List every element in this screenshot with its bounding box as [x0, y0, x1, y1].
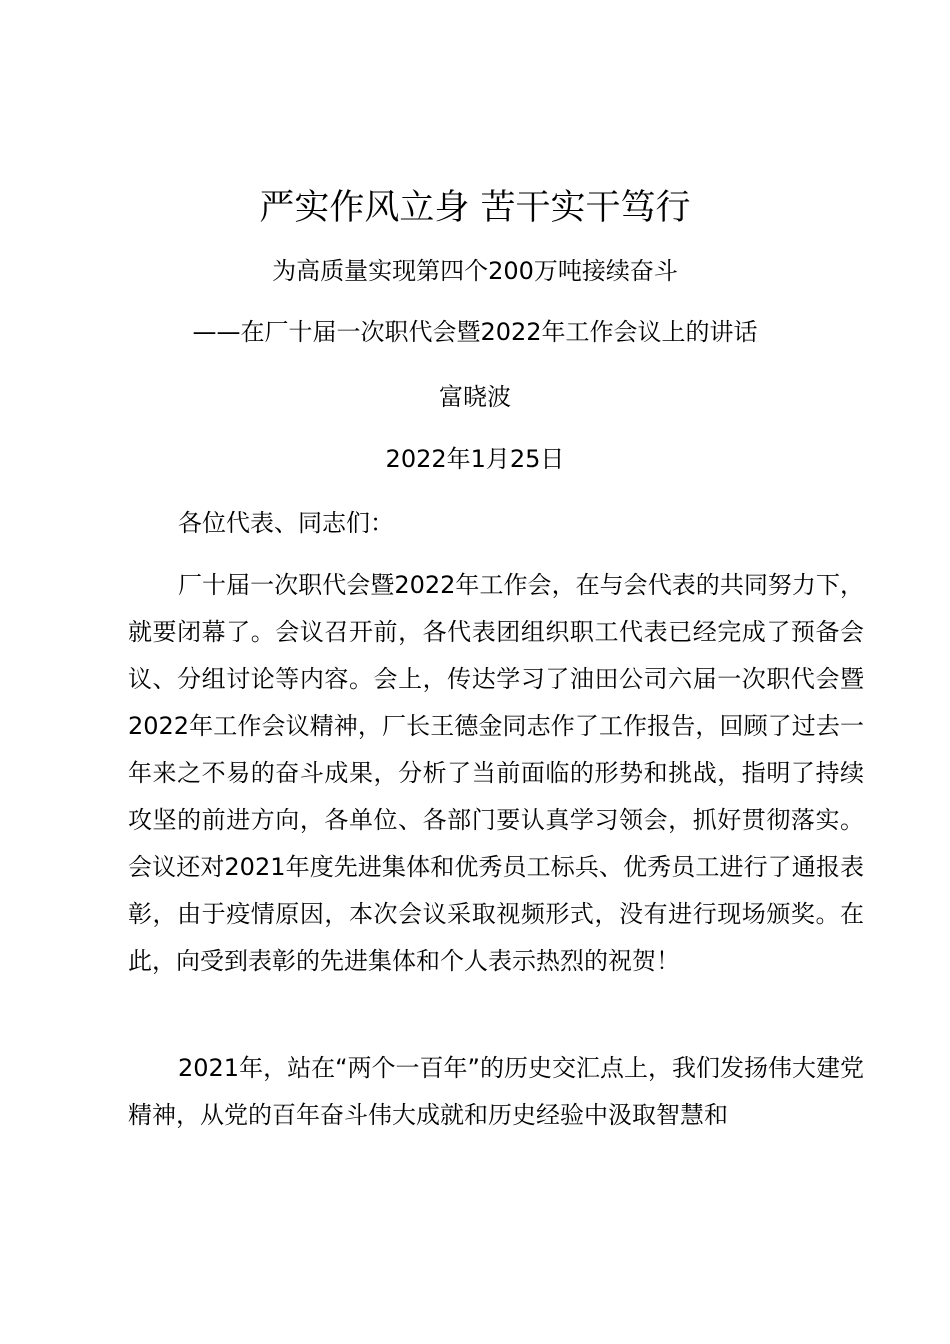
document-date: 2022年1月25日: [385, 445, 565, 473]
document-subtitle: 为高质量实现第四个200万吨接续奋斗: [272, 257, 678, 285]
document-title: 严实作风立身 苦干实干笃行: [259, 188, 691, 228]
document-author: 富晓波: [439, 383, 511, 411]
document-subtitle-speech: ——在厂十届一次职代会暨2022年工作会议上的讲话: [192, 318, 758, 346]
paragraph: 厂十届一次职代会暨2022年工作会，在与会代表的共同努力下，就要闭幕了。会议召开前，各代表团组织职工代表已经完成了预备会议、分组讨论等内容。会上，传达学习了油田公司六届一次职代会暨2022年工作会议精神，厂长王德金同志作了工作报告，回顾了过去一年来之不易的奋斗成果，分析了当前面临的形势和挑战，指明了持续攻坚的前进方向，各单位、各部门要认真学习领会，抓好贯彻落实。会议还对2021年度先进集体和优秀员工标兵、优秀员工进行了通报表彰，由于疫情原因，本次会议采取视频形式，没有进行现场颁奖。在此，向受到表彰的先进集体和个人表示热烈的祝贺！: [128, 571, 864, 975]
paragraph: 2021年，站在“两个一百年”的历史交汇点上，我们发扬伟大建党精神，从党的百年奋斗伟大成就和历史经验中汲取智慧和: [128, 1054, 864, 1129]
greeting: 各位代表、同志们：: [178, 509, 394, 537]
